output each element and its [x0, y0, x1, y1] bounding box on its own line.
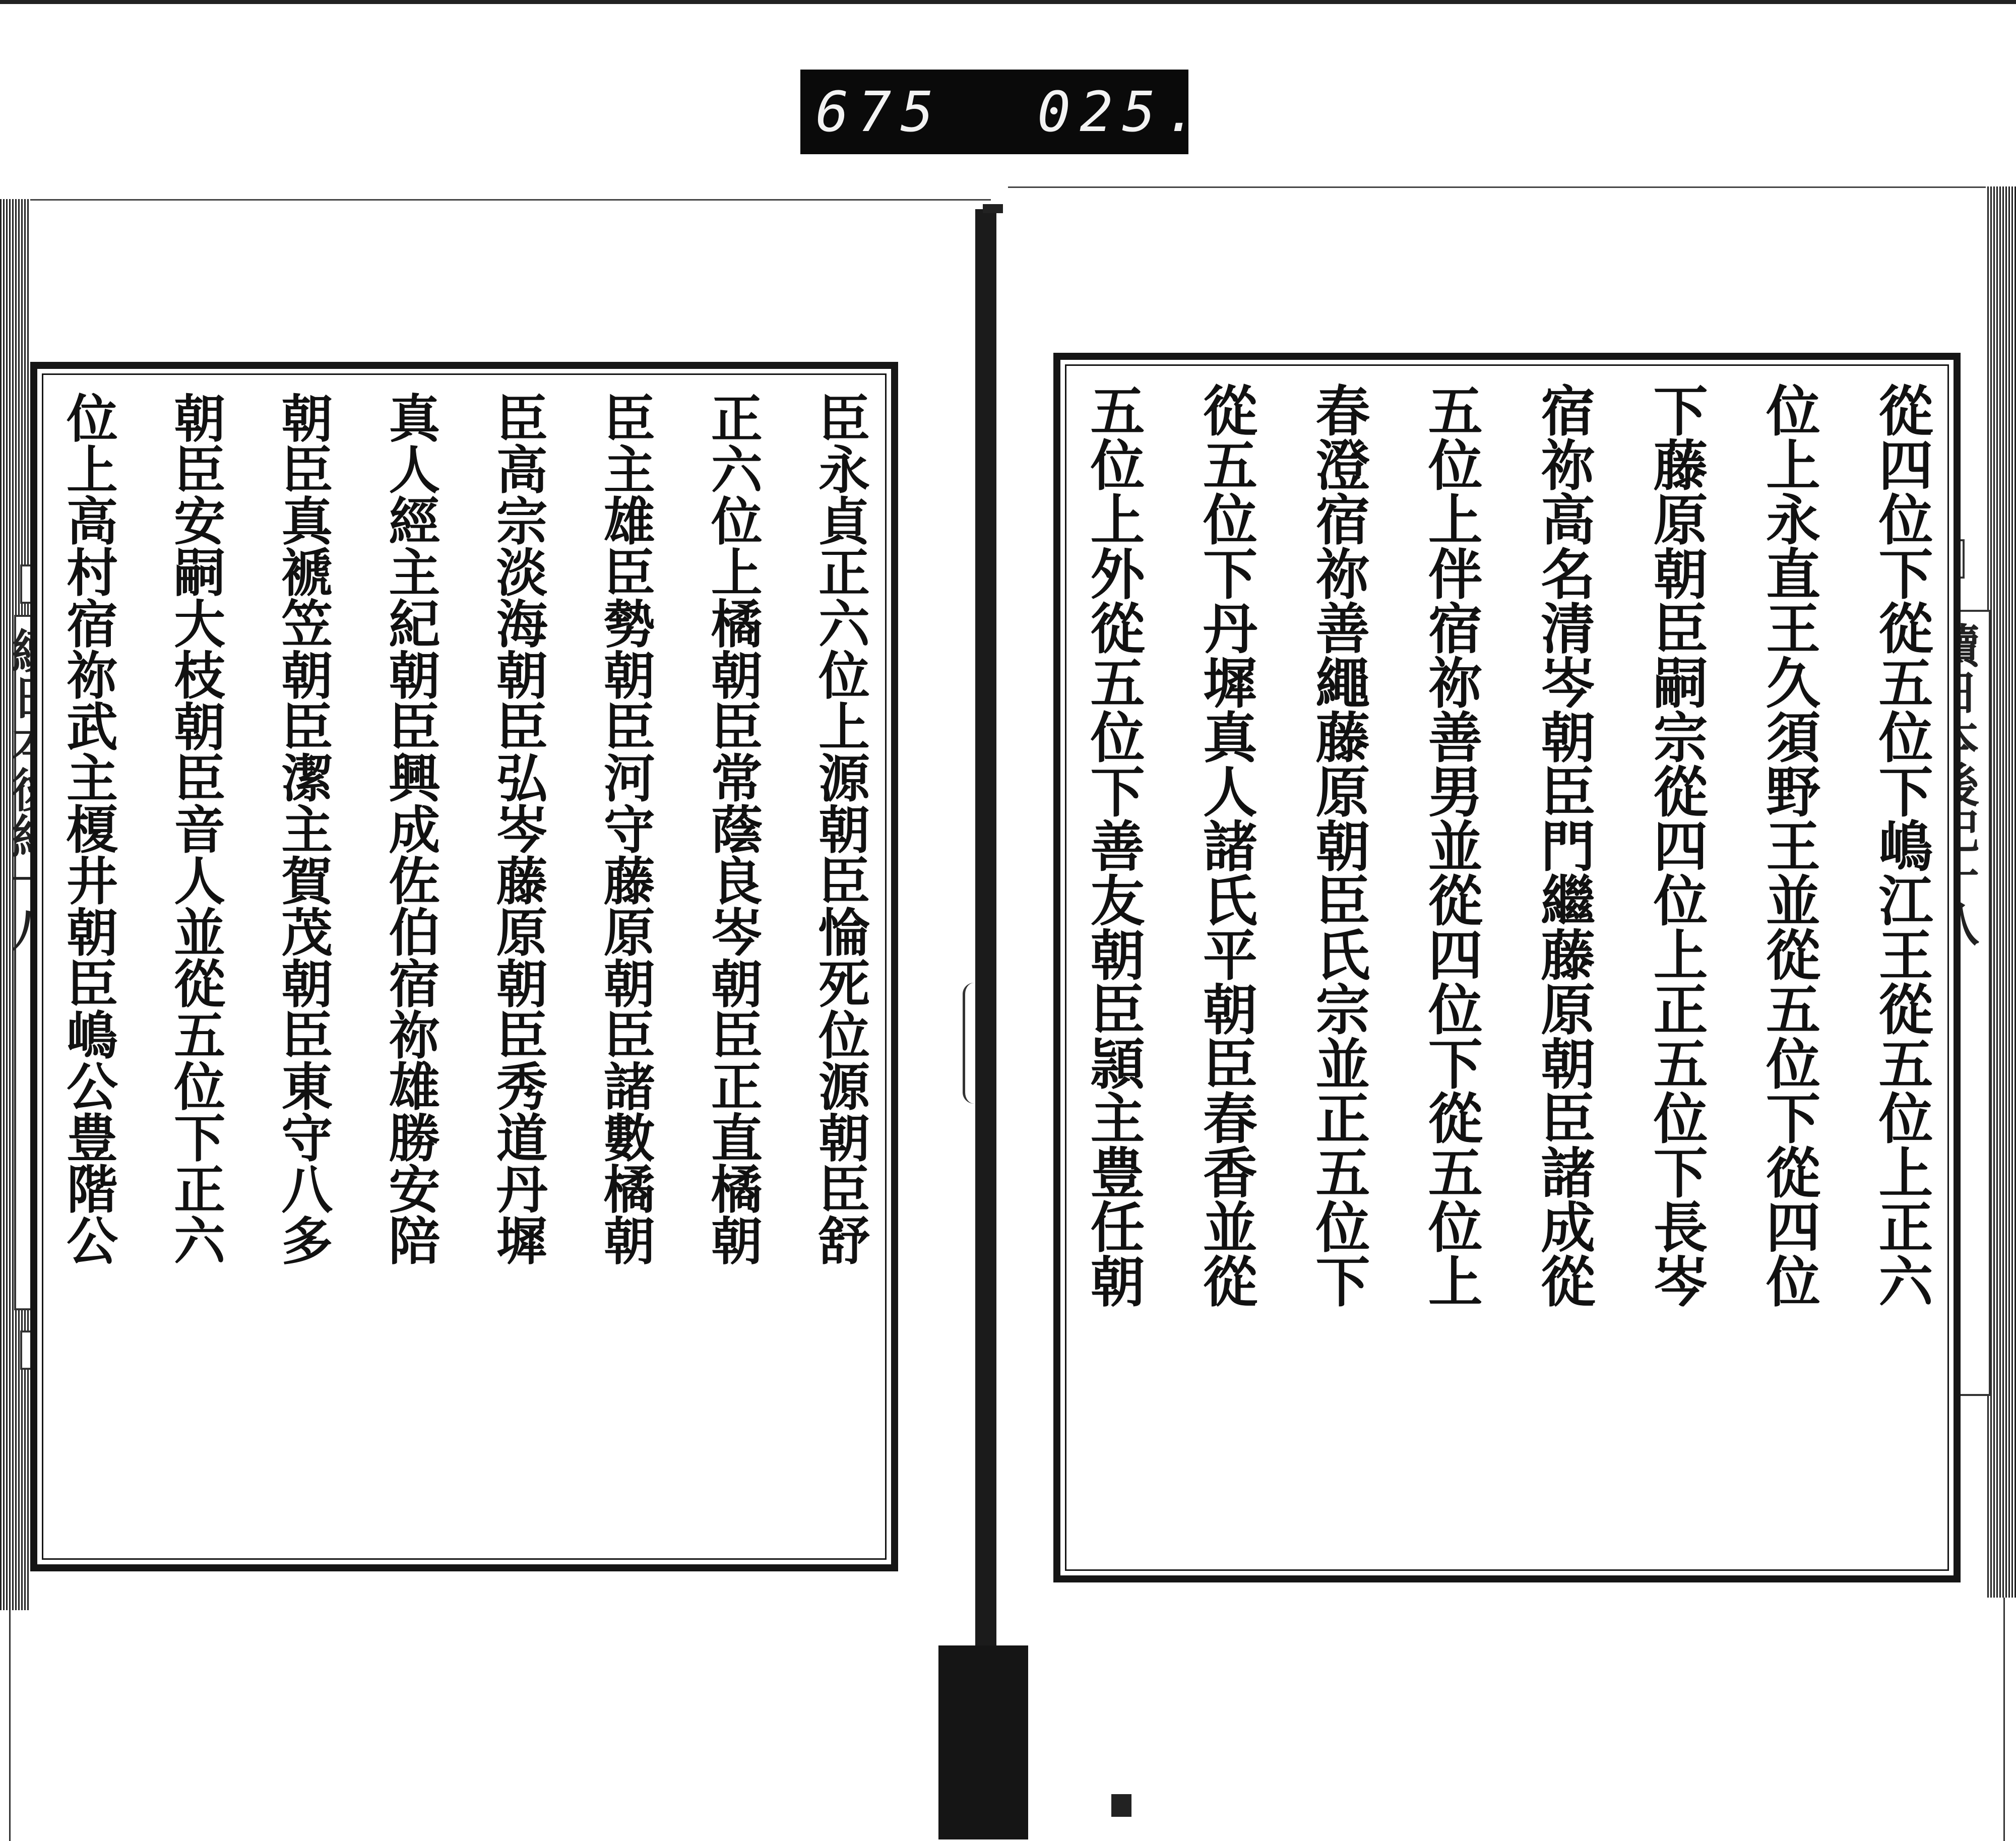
text-column: 從四位下從五位下嶋江王從五位上正六 — [1869, 383, 1933, 1308]
right-text-frame — [1053, 353, 1961, 1582]
text-column: 朝臣安嗣大枝朝臣音人並從五位下正六 — [165, 392, 226, 1265]
text-column: 春澄宿祢善繩藤原朝臣氏宗並正五位下 — [1306, 383, 1370, 1308]
text-column: 五位上外從五位下善友朝臣頴主豊任朝 — [1081, 383, 1145, 1308]
text-column: 臣永貞正六位上源朝臣惀死位源朝臣舒 — [809, 392, 870, 1265]
gutter-curve-mark — [963, 983, 985, 1104]
top-border-rule — [0, 0, 2016, 4]
microfilm-frame-label — [800, 70, 1207, 154]
text-column: 正六位上橘朝臣常蔭良岑朝臣正直橘朝 — [702, 392, 763, 1265]
text-column: 位上高村宿祢武主榎井朝臣嶋公豊階公 — [58, 392, 118, 1265]
text-column: 臣高宗淡海朝臣弘岑藤原朝臣秀道丹墀 — [487, 392, 548, 1265]
text-column: 下藤原朝臣嗣宗從四位上正五位下長岑 — [1644, 383, 1708, 1308]
book-gutter-foot — [938, 1645, 1028, 1839]
book-gutter — [975, 209, 996, 1656]
left-text-columns — [58, 392, 870, 1542]
text-column: 朝臣真褫笠朝臣潔主賀茂朝臣東守八多 — [273, 392, 334, 1265]
text-column: 位上永直王久須野王並從五位下從四位 — [1756, 383, 1820, 1308]
text-column: 臣主雄臣勢朝臣河守藤原朝臣諸數橘朝 — [595, 392, 656, 1265]
text-column: 五位上伴宿祢善男並從四位下從五位上 — [1419, 383, 1483, 1308]
scan-speck — [983, 204, 1003, 213]
scan-speck — [1111, 1794, 1131, 1817]
reel-number: 675 — [815, 80, 943, 144]
text-column: 真人經主紀朝臣興成佐伯宿祢雄勝安陪 — [380, 392, 441, 1265]
frame-number: 025. — [1037, 80, 1207, 144]
left-text-frame — [30, 362, 898, 1571]
right-text-columns — [1081, 383, 1933, 1553]
text-column: 宿祢高名清岑朝臣門繼藤原朝臣諸成從 — [1531, 383, 1595, 1308]
text-column: 從五位下丹墀真人諸氏平朝臣春香並從 — [1193, 383, 1257, 1308]
